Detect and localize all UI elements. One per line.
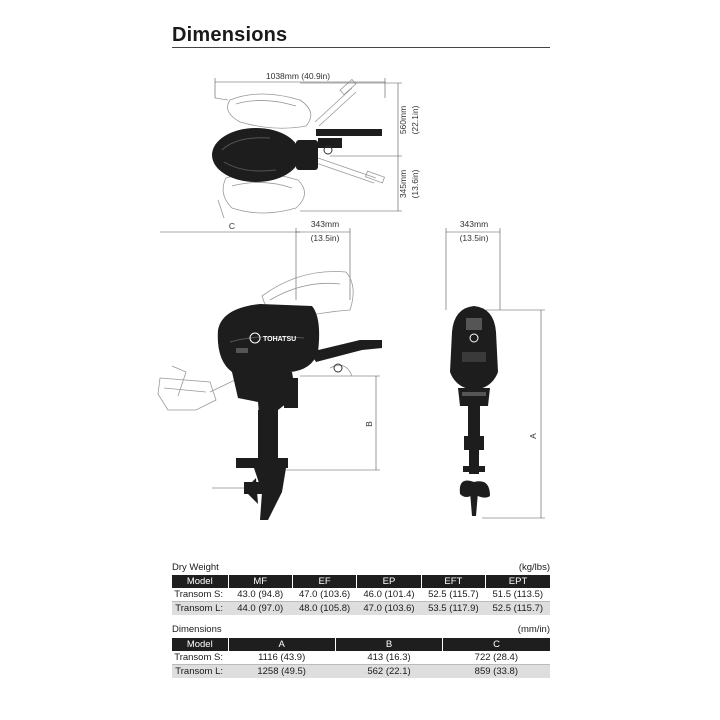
- side-view-drawing: [158, 219, 382, 520]
- row-label: Transom S:: [172, 588, 228, 602]
- column-header: B: [335, 638, 442, 651]
- row-label: Transom L:: [172, 602, 228, 616]
- dimensions-table-unit: (mm/in): [517, 624, 550, 635]
- table-cell: 1116 (43.9): [228, 651, 335, 665]
- dimension-a-label: A: [528, 433, 538, 439]
- column-header: Model: [172, 575, 228, 588]
- table-cell: 413 (16.3): [335, 651, 442, 665]
- table-cell: 46.0 (101.4): [357, 588, 421, 602]
- table-cell: 859 (33.8): [443, 665, 550, 679]
- table-cell: 52.5 (115.7): [421, 588, 485, 602]
- side-offset-value: 343mm: [310, 219, 340, 229]
- table-cell: 51.5 (113.5): [486, 588, 550, 602]
- dry-weight-title: Dry Weight: [172, 562, 219, 573]
- dimension-b-label: B: [364, 421, 374, 427]
- column-header: MF: [228, 575, 292, 588]
- column-header: EF: [292, 575, 356, 588]
- top-view-drawing: [212, 71, 420, 218]
- table-row: [172, 602, 550, 616]
- top-width-label: 1038mm (40.9in): [265, 71, 331, 81]
- row-label: Transom L:: [172, 665, 228, 679]
- side-offset-inch: (13.5in): [310, 233, 340, 243]
- rear-view-drawing: [446, 219, 545, 518]
- row-label: Transom S:: [172, 651, 228, 665]
- rear-offset-inch: (13.5in): [459, 233, 489, 243]
- table-cell: 48.0 (105.8): [292, 602, 356, 616]
- dimensions-table: [172, 638, 550, 678]
- dry-weight-unit: (kg/lbs): [518, 562, 550, 573]
- top-depth-aft-inch: (13.6in): [410, 169, 420, 199]
- table-cell: 47.0 (103.6): [292, 588, 356, 602]
- table-cell: 1258 (49.5): [228, 665, 335, 679]
- top-depth-fwd-value: 560mm: [398, 105, 408, 135]
- column-header: Model: [172, 638, 228, 651]
- dimension-c-label: C: [228, 221, 236, 231]
- table-header-row: [172, 575, 550, 588]
- table-cell: 53.5 (117.9): [421, 602, 485, 616]
- table-cell: 52.5 (115.7): [486, 602, 550, 616]
- table-header-row: [172, 638, 550, 651]
- brand-logo: TOHATSU: [263, 336, 297, 343]
- table-cell: 44.0 (97.0): [228, 602, 292, 616]
- table-cell: 43.0 (94.8): [228, 588, 292, 602]
- column-header: C: [443, 638, 550, 651]
- top-depth-aft-value: 345mm: [398, 169, 408, 199]
- table-cell: 47.0 (103.6): [357, 602, 421, 616]
- dimensions-table-title: Dimensions: [172, 624, 222, 635]
- table-row: [172, 651, 550, 665]
- table-row: [172, 665, 550, 679]
- rear-offset-value: 343mm: [459, 219, 489, 229]
- column-header: A: [228, 638, 335, 651]
- dry-weight-table: [172, 575, 550, 615]
- column-header: EFT: [421, 575, 485, 588]
- table-cell: 562 (22.1): [335, 665, 442, 679]
- column-header: EP: [357, 575, 421, 588]
- column-header: EPT: [486, 575, 550, 588]
- table-cell: 722 (28.4): [443, 651, 550, 665]
- table-row: [172, 588, 550, 602]
- top-depth-fwd-inch: (22.1in): [410, 105, 420, 135]
- page-title: Dimensions: [172, 24, 288, 46]
